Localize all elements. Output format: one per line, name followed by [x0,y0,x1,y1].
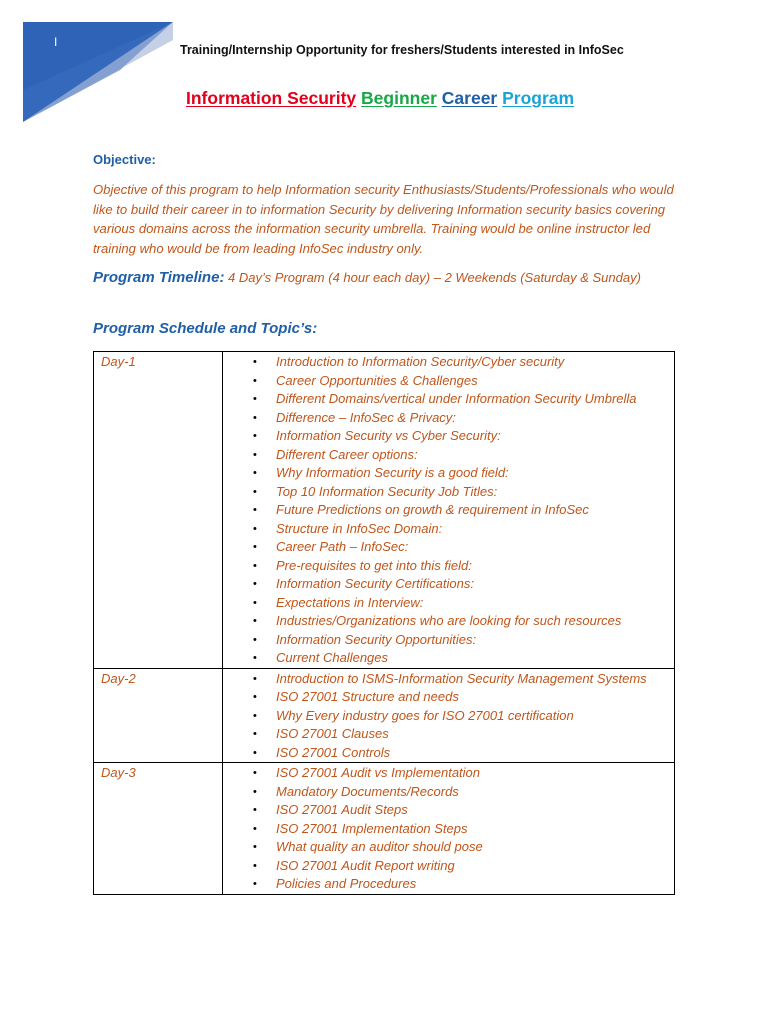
bullet-icon: • [253,504,257,516]
topic-text: Policies and Procedures [276,876,417,891]
topic-list [223,353,670,668]
bullet-icon: • [253,652,257,664]
timeline-label: Program Timeline [93,269,220,286]
bullet-icon: • [253,633,257,646]
program-timeline [93,268,653,288]
bullet-icon: • [253,615,257,627]
topic-text: Expectations in Interview: [276,594,424,610]
topic-item [223,783,670,802]
topic-text: Industries/Organizations who are looking for such resources [276,613,622,628]
topic-list [223,670,670,763]
topic-text: Career Opportunities & Challenges [276,372,478,388]
topic-item [223,501,670,520]
bullet-icon: • [253,709,257,722]
topics-cell [223,668,675,763]
day-label: Day-1 [94,352,223,669]
topic-text: Information Security Certifications: [276,576,474,591]
bullet-icon: • [253,859,257,872]
topic-item [223,875,670,894]
topic-text: Information Security vs Cyber Security: [276,428,501,443]
topic-item [223,631,670,650]
bullet-icon: • [253,541,257,553]
topic-text: Information Security Opportunities: [276,631,477,647]
topic-text: Mandatory Documents/Records [276,783,459,799]
topic-item [223,820,670,839]
bullet-icon: • [253,448,257,461]
topic-text: Top 10 Information Security Job Titles: [276,483,498,499]
topic-text: Difference – InfoSec & Privacy: [276,409,456,425]
bullet-icon: • [253,672,257,685]
topic-item [223,575,670,594]
topic-item [223,688,670,707]
title-part-4: Program [502,88,575,108]
bullet-icon: • [253,691,257,703]
bullet-icon: • [253,485,257,498]
topic-text: ISO 27001 Controls [276,744,391,760]
topics-cell [223,763,675,895]
bullet-icon: • [253,841,257,853]
bullet-icon: • [253,878,257,890]
topic-text: Pre-requisites to get into this field: [276,557,472,573]
bullet-icon: • [253,728,257,740]
header-line: Training/Internship Opportunity for freshers/Students interested in InfoSec [180,43,624,57]
topic-text: ISO 27001 Audit vs Implementation [276,765,481,780]
topic-item [223,670,670,689]
bullet-icon: • [253,411,257,424]
topic-item [223,764,670,783]
topic-text: Different Domains/vertical under Information Security Umbrella [276,391,637,406]
bullet-icon: • [253,522,257,535]
topic-text: ISO 27001 Implementation Steps [276,820,468,836]
bullet-icon: • [253,804,257,816]
topic-item [223,612,670,631]
title-part-2: Beginner [361,88,437,108]
topic-text: ISO 27001 Audit Steps [276,802,408,817]
topic-text: Current Challenges [276,650,389,665]
topic-item [223,483,670,502]
bullet-icon: • [253,467,257,479]
topic-item [223,557,670,576]
topic-list [223,764,670,894]
topic-text: ISO 27001 Structure and needs [276,689,459,704]
schedule-heading: Program Schedule and Topic’s: [93,320,318,337]
page-number: I [54,35,58,49]
topic-item [223,838,670,857]
bullet-icon: • [253,746,257,759]
topic-item [223,427,670,446]
topic-text: ISO 27001 Clauses [276,726,389,741]
bullet-icon: • [253,767,257,779]
schedule-row [94,763,675,895]
topic-item [223,372,670,391]
timeline-text: 4 Day’s Program (4 hour each day) – 2 Weekends (Saturday & Sunday) [224,270,641,285]
topic-text: Future Predictions on growth & requirement in InfoSec [276,502,589,517]
topic-item [223,446,670,465]
schedule-row [94,352,675,669]
bullet-icon: • [253,785,257,798]
topics-cell [223,352,675,669]
bullet-icon: • [253,356,257,368]
topic-item [223,857,670,876]
topic-text: Why Every industry goes for ISO 27001 certification [276,707,574,723]
bullet-icon: • [253,559,257,572]
bullet-icon: • [253,822,257,835]
timeline-colon: : [219,269,225,286]
bullet-icon: • [253,578,257,590]
topic-item [223,594,670,613]
title-part-3: Career [441,88,498,108]
topic-item [223,353,670,372]
topic-item [223,801,670,820]
topic-item [223,725,670,744]
objective-text: Objective of this program to help Information security Enthusiasts/Students/Professionals who would like to build their career in to information Security by delivering Information security basics covering various domains across the information security umbrella. Training would be online instructor led training who would be from leading InfoSec industry only. [93,182,674,257]
objective-label: Objective: [93,152,156,167]
schedule-table [93,351,675,895]
topic-item [223,390,670,409]
schedule-row [94,668,675,763]
topic-text: Career Path – InfoSec: [276,539,409,554]
topic-text: Why Information Security is a good field: [276,465,509,480]
topic-text: Structure in InfoSec Domain: [276,520,443,536]
topic-item [223,520,670,539]
topic-item [223,538,670,557]
topic-item [223,649,670,668]
topic-item [223,707,670,726]
day-label: Day-2 [94,668,223,763]
document-title [186,88,574,109]
bullet-icon: • [253,596,257,609]
topic-item [223,464,670,483]
topic-text: Introduction to ISMS-Information Security Management Systems [276,670,647,686]
bullet-icon: • [253,374,257,387]
topic-text: ISO 27001 Audit Report writing [276,857,455,873]
bullet-icon: • [253,393,257,405]
topic-item [223,409,670,428]
day-label: Day-3 [94,763,223,895]
title-part-1: Information Security [186,88,357,108]
topic-text: What quality an auditor should pose [276,839,483,854]
topic-text: Introduction to Information Security/Cyber security [276,354,565,369]
topic-text: Different Career options: [276,446,418,462]
topic-item [223,744,670,763]
bullet-icon: • [253,430,257,442]
corner-decoration [0,0,180,130]
